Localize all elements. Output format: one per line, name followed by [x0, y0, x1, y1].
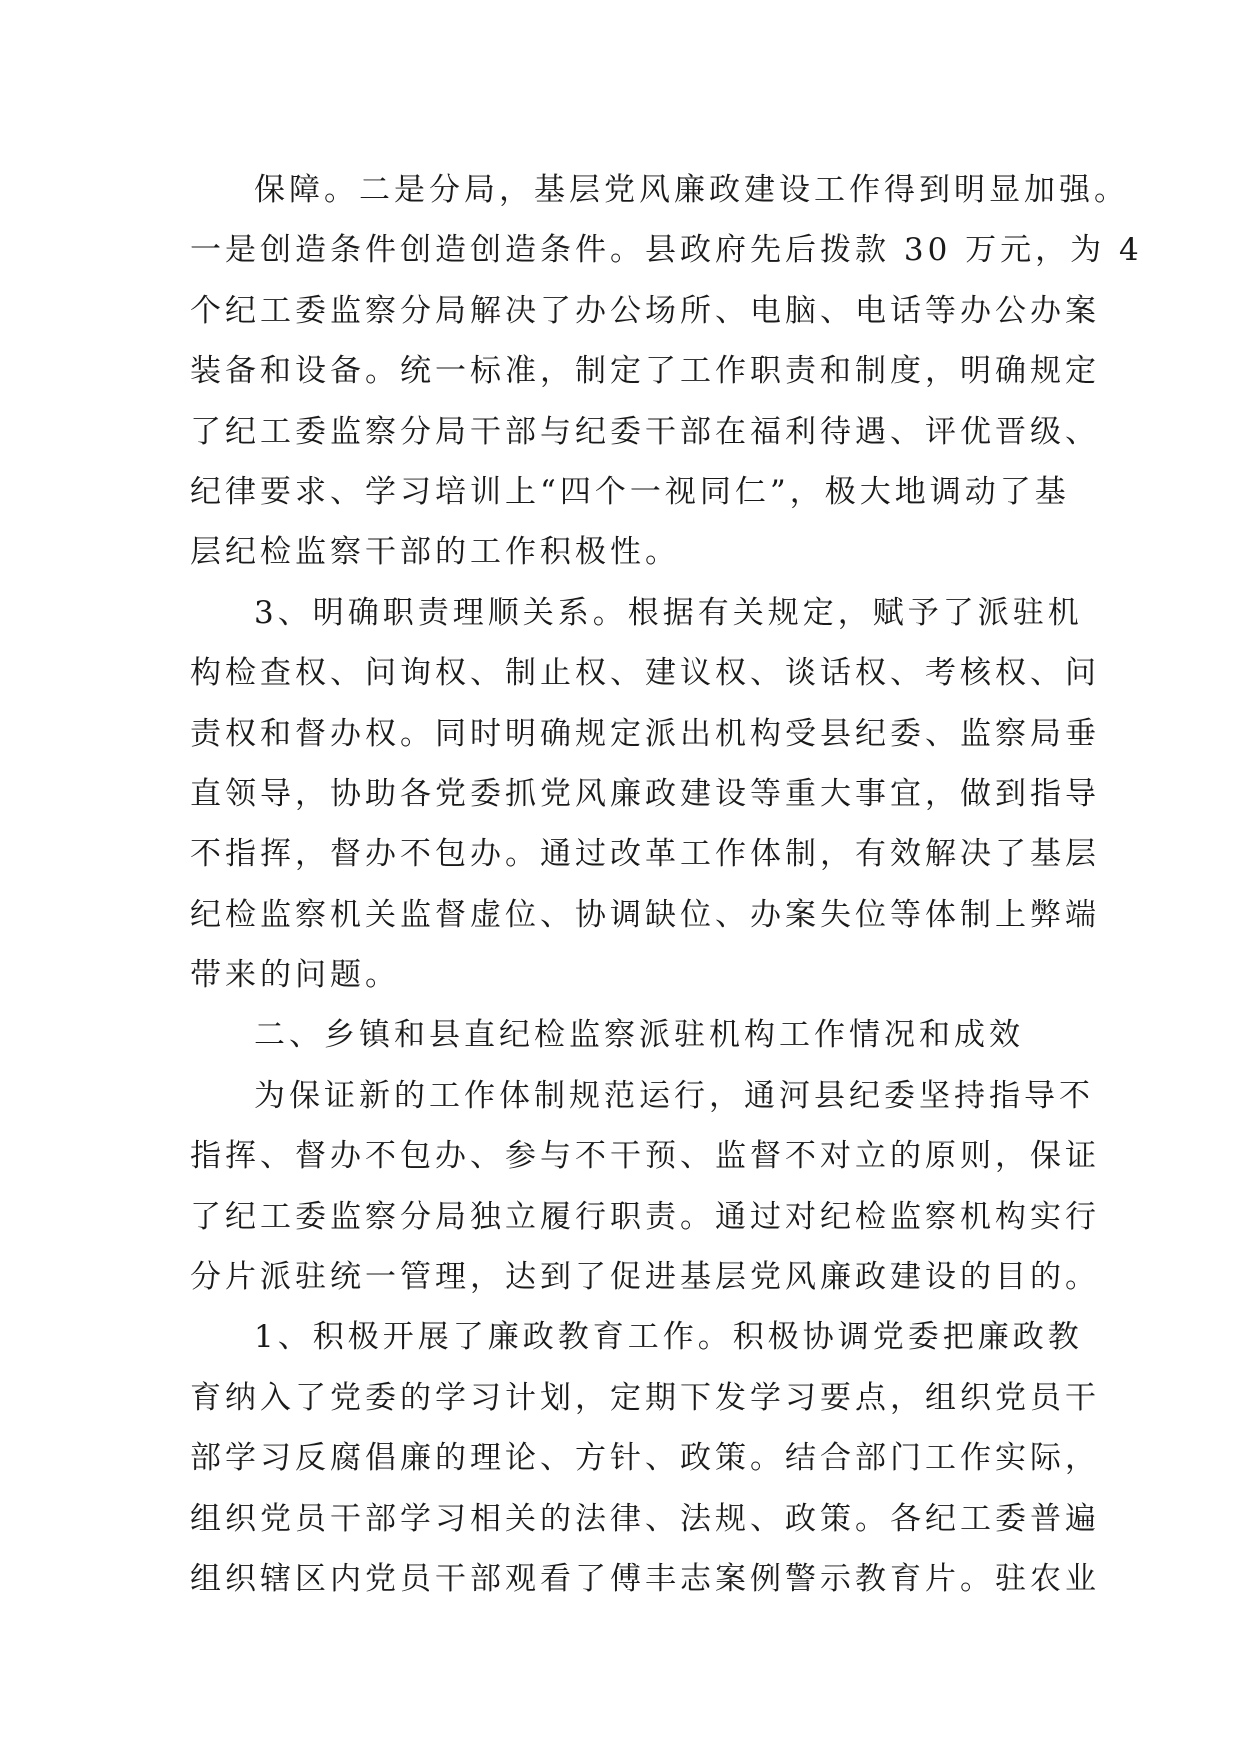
- text-line: 了纪工委监察分局干部与纪委干部在福利待遇、评优晋级、: [190, 413, 1100, 450]
- text-line: 一是创造条件创造创造条件。县政府先后拨款 30 万元，为 4: [190, 232, 1143, 269]
- text-line: 不指挥，督办不包办。通过改革工作体制，有效解决了基层: [190, 836, 1100, 873]
- text-line: 纪检监察机关监督虚位、协调缺位、办案失位等体制上弊端: [190, 896, 1100, 933]
- text-line: 了纪工委监察分局独立履行职责。通过对纪检监察机构实行: [190, 1198, 1100, 1235]
- text-line: 构检查权、问询权、制止权、建议权、谈话权、考核权、问: [190, 655, 1100, 692]
- text-line: 保障。二是分局，基层党风廉政建设工作得到明显加强。: [254, 172, 1129, 208]
- text-line: 直领导，协助各党委抓党风廉政建设等重大事宜，做到指导: [190, 775, 1100, 812]
- text-line: 个纪工委监察分局解决了办公场所、电脑、电话等办公办案: [190, 292, 1100, 329]
- body-text: [190, 160, 1143, 1609]
- text-line: 带来的问题。: [190, 957, 400, 994]
- text-line: 育纳入了党委的学习计划，定期下发学习要点，组织党员干: [190, 1379, 1100, 1416]
- text-line: 责权和督办权。同时明确规定派出机构受县纪委、监察局垂: [190, 715, 1100, 752]
- text-line: 组织辖区内党员干部观看了傅丰志案例警示教育片。驻农业: [190, 1560, 1100, 1597]
- text-line: 二、乡镇和县直纪检监察派驻机构工作情况和成效: [254, 1017, 1024, 1054]
- text-line: 纪律要求、学习培训上“四个一视同仁”，极大地调动了基: [190, 473, 1070, 510]
- text-line: 1、积极开展了廉政教育工作。积极协调党委把廉政教: [254, 1319, 1083, 1356]
- text-line: 指挥、督办不包办、参与不干预、监督不对立的原则，保证: [190, 1138, 1100, 1175]
- text-line: 为保证新的工作体制规范运行，通河县纪委坚持指导不: [254, 1077, 1094, 1114]
- text-line: 装备和设备。统一标准，制定了工作职责和制度，明确规定: [190, 353, 1100, 390]
- text-line: 分片派驻统一管理，达到了促进基层党风廉政建设的目的。: [190, 1259, 1100, 1296]
- text-line: 部学习反腐倡廉的理论、方针、政策。结合部门工作实际，: [190, 1440, 1100, 1477]
- text-line: 层纪检监察干部的工作积极性。: [190, 534, 680, 571]
- text-line: 组织党员干部学习相关的法律、法规、政策。各纪工委普遍: [190, 1500, 1100, 1537]
- text-line: 3、明确职责理顺关系。根据有关规定，赋予了派驻机: [254, 594, 1083, 631]
